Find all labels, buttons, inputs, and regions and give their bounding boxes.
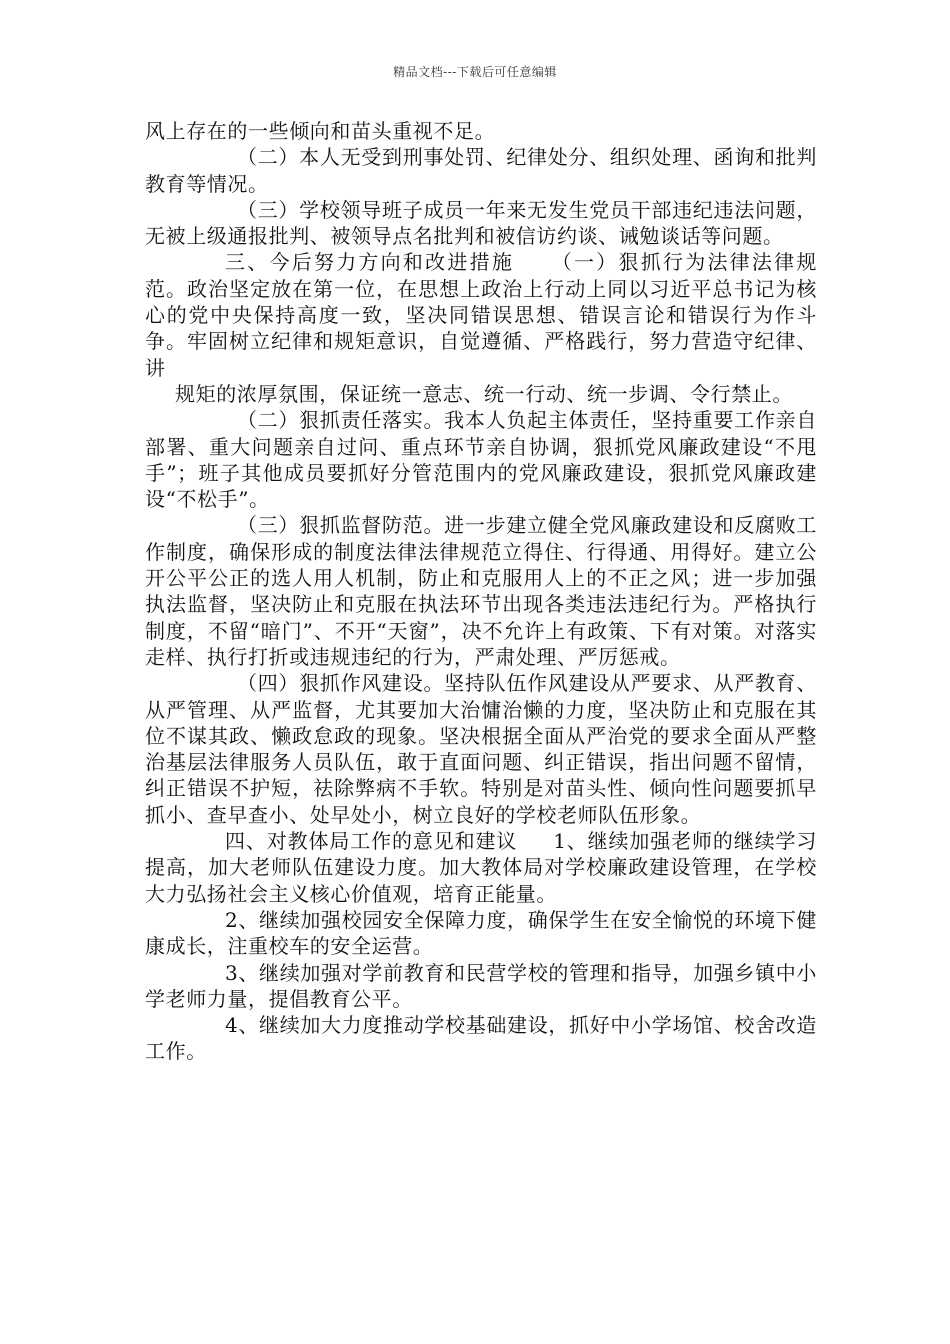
paragraph-9-body: 1、继续加强老师的继续学习提高，加大老师队伍建设力度。加大教体局对学校廉政建设管理，在学校大力弘扬社会主义核心价值观，培育正能量。: [145, 829, 817, 906]
paragraph-6: （二）狠抓责任落实。我本人负起主体责任，坚持重要工作亲自部署、重大问题亲自过问、重点环节亲自协调，狠抓党风廉政建设“不甩手”；班子其他成员要抓好分管范围内的党风廉政建设，狠抓党风廉政建设“不松手”。: [145, 408, 817, 512]
paragraph-10: 2、继续加强校园安全保障力度，确保学生在安全愉悦的环境下健康成长，注重校车的安全运营。: [145, 907, 817, 959]
paragraph-2: （二）本人无受到刑事处罚、纪律处分、组织处理、函询和批判教育等情况。: [145, 145, 817, 196]
paragraph-8: （四）狠抓作风建设。坚持队伍作风建设从严要求、从严教育、从严管理、从严监督，尤其要加大治慵治懒的力度，坚决防止和克服在其位不谋其政、懒政怠政的现象。坚决根据全面从严治党的要求全面从严整治基层法律服务人员队伍，敢于直面问题、纠正错误，指出问题不留情，纠正错误不护短，祛除弊病不手软。特别是对苗头性、倾向性问题要抓早抓小、查早查小、处早处小，树立良好的学校老师队伍形象。: [145, 671, 817, 827]
section-heading-3: 三、今后努力方向和改进措施: [225, 250, 515, 275]
paragraph-11: 3、继续加强对学前教育和民营学校的管理和指导，加强乡镇中小学老师力量，提倡教育公平。: [145, 960, 817, 1011]
document-body: [145, 118, 817, 1065]
paragraph-7: （三）狠抓监督防范。进一步建立健全党风廉政建设和反腐败工作制度，确保形成的制度法律法律规范立得住、行得通、用得好。建立公开公平公正的选人用人机制，防止和克服用人上的不正之风；进一步加强执法监督，坚决防止和克服在执法环节出现各类违法违纪行为。严格执行制度，不留“暗门”、不开“天窗”，决不允许上有政策、下有对策。对落实走样、执行打折或违规违纪的行为，严肃处理、严厉惩戒。: [145, 513, 817, 669]
paragraph-3: （三）学校领导班子成员一年来无发生党员干部违纪违法问题，无被上级通报批判、被领导点名批判和被信访约谈、诫勉谈话等问题。: [145, 197, 817, 249]
paragraph-9: [145, 828, 817, 907]
paragraph-1: 风上存在的一些倾向和苗头重视不足。: [145, 119, 496, 143]
paragraph-4: [145, 249, 817, 380]
section-heading-4: 四、对教体局工作的意见和建议: [225, 829, 518, 854]
paragraph-5: 规矩的浓厚氛围，保证统一意志、统一行动、统一步调、令行禁止。: [175, 381, 793, 406]
paragraph-12: 4、继续加大力度推动学校基础建设，抓好中小学场馆、校舍改造工作。: [145, 1013, 817, 1064]
paragraph-4-body: （一）狠抓行为法律法律规范。政治坚定放在第一位，在思想上政治上行动上同以习近平总书记为核心的党中央保持高度一致，坚决同错误思想、错误言论和错误行为作斗争。牢固树立纪律和规矩意识，自觉遵循、严格践行，努力营造守纪律、讲: [145, 250, 817, 380]
page-header: 精品文档---下载后可任意编辑: [393, 65, 557, 79]
